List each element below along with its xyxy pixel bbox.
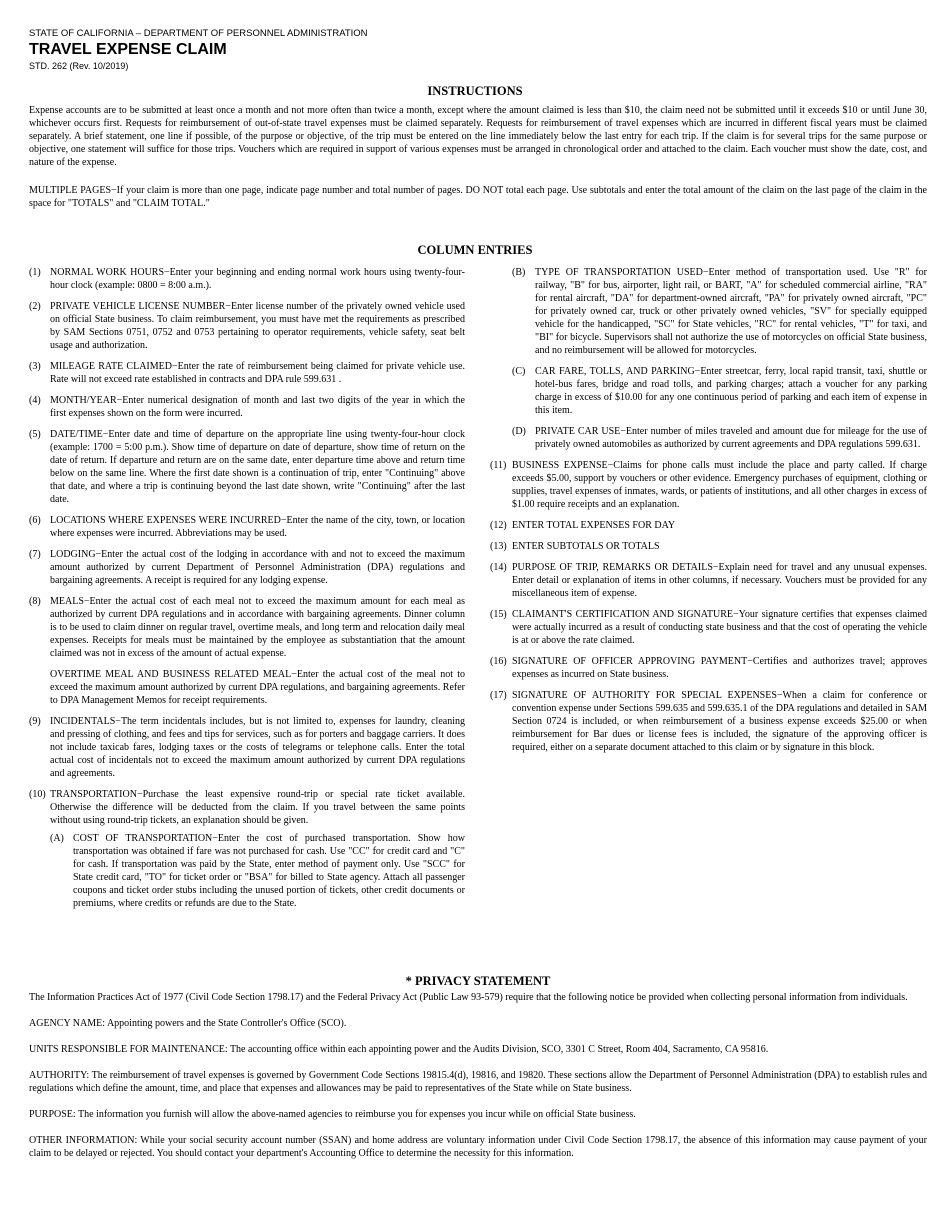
entry-number: (3) bbox=[29, 361, 41, 372]
entry-text: INCIDENTALS−The term incidentals includes, but is not limited to, expenses for laundry, cleaning and pressing of clothing, and fees and tips for services, such as for porters and baggage carriers. It does not include taxicab fares, lodging taxes or the costs of telegrams or telephone calls. Enter the total actual cost of incidentals not to exceed the maximum amount authorized by current DPA regulations and agreements. bbox=[50, 716, 465, 779]
entry-text: NORMAL WORK HOURS−Enter your beginning and ending normal work hours using twenty-four-hour clock (example: 0800 = 8:00 a.m.). bbox=[50, 267, 465, 291]
entry-text: MEALS−Enter the actual cost of each meal not to exceed the maximum amount for each meal as authorized by current DPA regulations and in accordance with bargaining agreements. Dinner column is to be used to claim dinner on regular travel, overtime meals, and long term and relocation daily meal expenses. Receipts for meals must be maintained by the employee as substantiation that the amount claimed was not in excess of the amount of actual expense. bbox=[50, 596, 465, 659]
entry-text: PURPOSE OF TRIP, REMARKS OR DETAILS−Explain need for travel and any unusual expenses. Enter detail or explanation of items in other columns, if necessary. Vouchers must be provided for any miscellaneous item of expense. bbox=[512, 562, 927, 599]
entry-number: (14) bbox=[490, 562, 507, 573]
entry-number: (11) bbox=[490, 460, 507, 471]
entry-subitem bbox=[29, 832, 465, 910]
privacy-authority: AUTHORITY: The reimbursement of travel expenses is governed by Government Code Sections 19815.4(d), 19816, and 19820. These sections allow the Department of Personnel Administration (DPA) to establish rules and regulations which define the amount, time, and place that expenses and allowances may be paid to representatives of the State while on State business. bbox=[29, 1070, 927, 1094]
privacy-intro: The Information Practices Act of 1977 (Civil Code Section 1798.17) and the Federal Privacy Act (Public Law 93-579) require that the following notice be provided when collecting personal information from individuals. bbox=[29, 992, 908, 1003]
entry-number: (17) bbox=[490, 690, 507, 701]
entry-item bbox=[29, 548, 465, 587]
entry-item bbox=[29, 715, 465, 780]
entry-item bbox=[29, 788, 465, 827]
column-entries-heading: COLUMN ENTRIES bbox=[417, 243, 533, 257]
entry-item bbox=[29, 595, 465, 660]
entry-item bbox=[29, 266, 465, 292]
entry-subitem bbox=[490, 365, 927, 417]
entry-number: (6) bbox=[29, 515, 41, 526]
entry-number: (B) bbox=[512, 267, 526, 278]
entry-number: (13) bbox=[490, 541, 507, 552]
entry-text: DATE/TIME−Enter date and time of departure on the appropriate line using twenty-four-hour clock (example: 1700 = 5:00 p.m.). Show time of departure on date of departure, show time of return on the date of return. If departure and return are on the same date, enter departure time above and return time below on the same line. Where the first date shown is a continuation of trip, enter "Continuing" above that date, and where a trip is continuing beyond the last date shown, write "Continuing" after the last date. bbox=[50, 429, 465, 505]
entry-item bbox=[29, 668, 465, 707]
form-title: TRAVEL EXPENSE CLAIM bbox=[29, 41, 227, 58]
entry-text: TYPE OF TRANSPORTATION USED−Enter method of transportation used. Use "R" for railway, "B" for bus, airporter, light rail, or BART, "A" for scheduled commercial airline, "RA" for rental aircraft, "DA" for department-owned aircraft, "PA" for privately owned aircraft, "PC" for privately owned car, truck or other privately owned vehicles, "SV" for specially equipped vehicle for the handicapped, "SC" for State vehicles, "RC" for rental vehicles, "T" for taxi, and "BI" for bicycle. Supervisors shall not authorize the use of motorcycles on official State business, and no reimbursement will be allowed for motorcycles. bbox=[535, 267, 927, 356]
entry-number: (16) bbox=[490, 656, 507, 667]
privacy-heading: * PRIVACY STATEMENT bbox=[405, 974, 551, 988]
privacy-purpose: PURPOSE: The information you furnish will allow the above-named agencies to reimburse you for expenses you incur while on official State business. bbox=[29, 1109, 636, 1120]
entry-item bbox=[490, 689, 927, 754]
column-entries-right bbox=[490, 266, 927, 762]
form-number: STD. 262 (Rev. 10/2019) bbox=[29, 61, 129, 71]
privacy-agency: AGENCY NAME: Appointing powers and the State Controller's Office (SCO). bbox=[29, 1018, 347, 1029]
privacy-statement bbox=[29, 975, 927, 1173]
entry-text: SIGNATURE OF AUTHORITY FOR SPECIAL EXPENSES−When a claim for conference or convention expense under Sections 599.635 and 599.635.1 of the DPA regulations and detailed in SAM Section 0724 is included, or when reimbursement of a business expense exceeds $25.00 or when reimbursement for Bar dues or license fees is included, the signature of the approving officer is required, either on a separate document attached to this claim or by signature in this block. bbox=[512, 690, 927, 753]
entry-text: LODGING−Enter the actual cost of the lodging in accordance with and not to exceed the maximum amount authorized by current Department of Personnel Administration (DPA) regulations and bargaining agreements. A receipt is required for any lodging expense. bbox=[50, 549, 465, 586]
entry-number: (5) bbox=[29, 429, 41, 440]
entry-number: (C) bbox=[512, 366, 526, 377]
entry-number: (9) bbox=[29, 716, 41, 727]
entry-text: CAR FARE, TOLLS, AND PARKING−Enter streetcar, ferry, local rapid transit, taxi, shuttle or hotel-bus fares, bridge and road tolls, and parking charges; attach a voucher for any parking charge in excess of $10.00 for any one continuous period of parking and each item of expense in this item. bbox=[535, 366, 927, 416]
entry-item bbox=[29, 514, 465, 540]
agency-line: STATE OF CALIFORNIA – DEPARTMENT OF PERSONNEL ADMINISTRATION bbox=[29, 28, 368, 39]
entry-item bbox=[490, 608, 927, 647]
entry-number: (10) bbox=[29, 789, 46, 800]
entry-number: (12) bbox=[490, 520, 507, 531]
entry-number: (15) bbox=[490, 609, 507, 620]
column-entries-left bbox=[29, 266, 465, 918]
entry-number: (2) bbox=[29, 301, 41, 312]
entry-number: (A) bbox=[50, 833, 64, 844]
entry-text: ENTER SUBTOTALS OR TOTALS bbox=[512, 541, 660, 552]
entry-text: PRIVATE VEHICLE LICENSE NUMBER−Enter license number of the privately owned vehicle used on official State business. To claim reimbursement, you must have met the requirements as prescribed by SAM Sections 0751, 0752 and 0753 pertaining to operator requirements, vehicle safety, seat belt usage and authorization. bbox=[50, 301, 465, 351]
entry-number: (7) bbox=[29, 549, 41, 560]
entry-item bbox=[490, 655, 927, 681]
entry-item bbox=[490, 459, 927, 511]
entry-text: MILEAGE RATE CLAIMED−Enter the rate of reimbursement being claimed for private vehicle use. Rate will not exceed rate established in contracts and DPA rule 599.631 . bbox=[50, 361, 465, 385]
entry-text: OVERTIME MEAL AND BUSINESS RELATED MEAL−Enter the actual cost of the meal not to exceed the maximum amount authorized by current DPA regulations, and bargaining agreements. Refer to DPA Management Memos for receipt requirements. bbox=[50, 669, 465, 706]
entry-item bbox=[29, 300, 465, 352]
multiple-pages-paragraph: MULTIPLE PAGES−If your claim is more than one page, indicate page number and total number of pages. DO NOT total each page. Use subtotals and enter the total amount of the claim on the last page of the claim in the space for "TOTALS" and "CLAIM TOTAL." bbox=[29, 185, 927, 209]
entry-subitem bbox=[490, 266, 927, 357]
privacy-units: UNITS RESPONSIBLE FOR MAINTENANCE: The accounting office within each appointing power and the Audits Division, SCO, 3301 C Street, Room 404, Sacramento, CA 95816. bbox=[29, 1044, 769, 1055]
entry-text: TRANSPORTATION−Purchase the least expensive round-trip or special rate ticket available. Otherwise the difference will be deducted from the claim. If you travel between the same points without using round-trip tickets, an explanation should be given. bbox=[50, 789, 465, 826]
entry-text: BUSINESS EXPENSE−Claims for phone calls must include the place and party called. If charge exceeds $5.00, support by vouchers or other evidence. Emergency purchases of equipment, clothing or supplies, travel expenses of inmates, wards, or patients of institutions, and all other charges in excess of $1.00 require receipts and an explanation. bbox=[512, 460, 927, 510]
entry-text: CLAIMANT'S CERTIFICATION AND SIGNATURE−Your signature certifies that expenses claimed were actually incurred as a result of conducting state business and that the cost of operating the vehicle is at or above the rate claimed. bbox=[512, 609, 927, 646]
entry-item bbox=[29, 394, 465, 420]
entry-text: PRIVATE CAR USE−Enter number of miles traveled and amount due for mileage for the use of privately owned automobiles as authorized by current agreements and DPA regulations 599.631. bbox=[535, 426, 927, 450]
entry-text: SIGNATURE OF OFFICER APPROVING PAYMENT−Certifies and authorizes travel; approves expenses as incurred on State business. bbox=[512, 656, 927, 680]
form-header bbox=[29, 28, 368, 72]
instructions-heading: INSTRUCTIONS bbox=[427, 84, 523, 98]
entry-item bbox=[29, 428, 465, 506]
entry-text: LOCATIONS WHERE EXPENSES WERE INCURRED−Enter the name of the city, town, or location where expenses were incurred. Abbreviations may be used. bbox=[50, 515, 465, 539]
entry-item bbox=[490, 561, 927, 600]
entry-number: (D) bbox=[512, 426, 526, 437]
entry-item bbox=[490, 540, 927, 553]
entry-text: MONTH/YEAR−Enter numerical designation of month and last two digits of the year in which the first expenses shown on the form were incurred. bbox=[50, 395, 465, 419]
privacy-other: OTHER INFORMATION: While your social security account number (SSAN) and home address are voluntary information under Civil Code Section 1798.17, the absence of this information may cause payment of your claim to be delayed or rejected. You should contact your department's Accounting Office to determine the necessity for this information. bbox=[29, 1135, 927, 1159]
instructions-paragraph: Expense accounts are to be submitted at least once a month and not more often than twice a month, except where the amount claimed is less than $10, the claim need not be submitted until it exceeds $10 or until June 30, whichever occurs first. Requests for reimbursement of out-of-state travel expenses must be claimed separately. Requests for reimbursement of travel expenses which are incurred in different fiscal years must be claimed separately. A brief statement, one line if possible, of the purpose or objective, of the trip must be entered on the line immediately below the last entry for each trip. If the claim is for several trips for the same purpose or objective, one statement will suffice for those trips. Vouchers which are required in support of various expenses must be arranged in chronological order and attached to the claim. Each voucher must show the date, cost, and nature of the expense. bbox=[29, 105, 927, 168]
entry-item bbox=[29, 360, 465, 386]
entry-text: ENTER TOTAL EXPENSES FOR DAY bbox=[512, 520, 676, 531]
entry-number: (8) bbox=[29, 596, 41, 607]
entry-number: (4) bbox=[29, 395, 41, 406]
entry-number: (1) bbox=[29, 267, 41, 278]
entry-text: COST OF TRANSPORTATION−Enter the cost of purchased transportation. Show how transportation was obtained if fare was not purchased for cash. Use "CC" for credit card and "C" for cash. If transportation was paid by the State, enter method of payment only. Use "SCC" for State credit card, "TO" for ticket order or "BSA" for billed to State agency. Attach all passenger coupons and ticket order stubs including the unused portion of tickets, other credit documents or premiums, where credits or refunds are due to the State. bbox=[73, 833, 465, 909]
entry-subitem bbox=[490, 425, 927, 451]
entry-item bbox=[490, 519, 927, 532]
